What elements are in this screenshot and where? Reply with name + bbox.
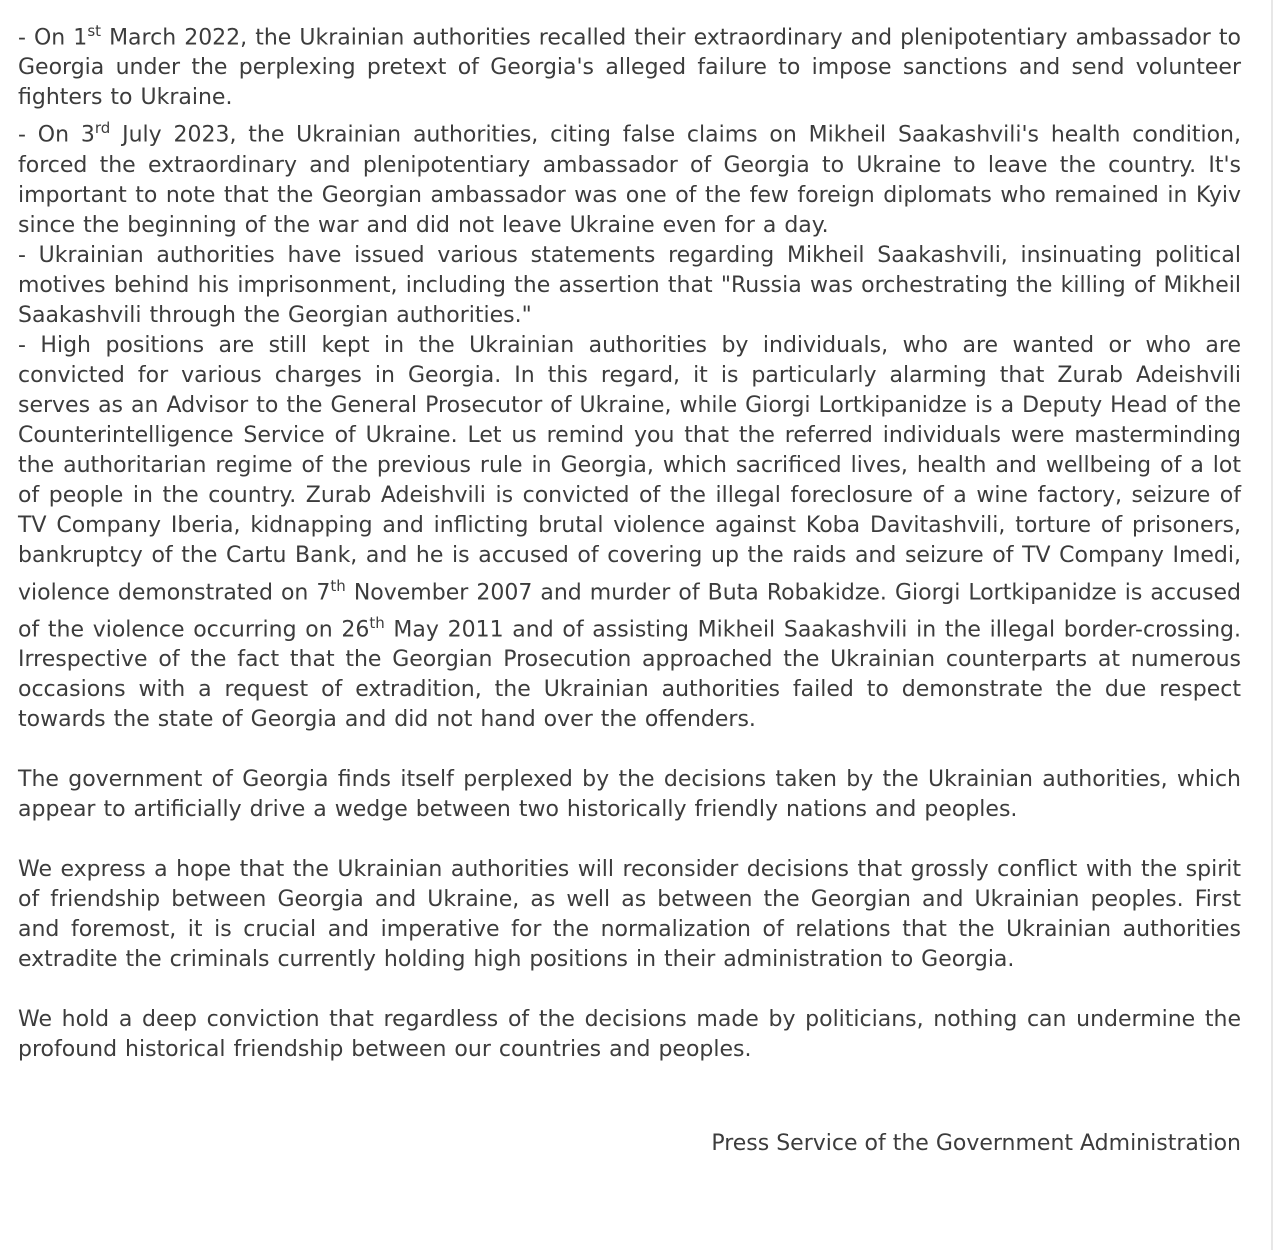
- paragraph: We express a hope that the Ukrainian authorities will reconsider decisions that grossly conflict with the spirit of friendship between Georgia and Ukraine, as well as between the Georgian and Ukrainian peoples. First and foremost, it is crucial and imperative for the normalization of relations that the Ukrainian authorities extradite the criminals currently holding high positions in their administration to Georgia.: [18, 857, 1241, 973]
- bullet-paragraph: - High positions are still kept in the Ukrainian authorities by individuals, who are wanted or who are convicted for various charges in Georgia. In this regard, it is particularly alarming that Zurab Adeishvili serves as an Advisor to the General Prosecutor of Ukraine, while Giorgi Lortkipanidze is a Deputy Head of the Counterintelligence Service of Ukraine. Let us remind you that the referred individuals were masterminding the authoritarian regime of the previous rule in Georgia, which sacrificed lives, health and wellbeing of a lot of people in the country. Zurab Adeishvili is convicted of the illegal foreclosure of a wine factory, seizure of TV Company Iberia, kidnapping and inflicting brutal violence against Koba Davitashvili, torture of prisoners, bankruptcy of the Cartu Bank, and he is accused of covering up the raids and seizure of TV Company Imedi, violence demonstrated on 7th November 2007 and murder of Buta Robakidze. Giorgi Lortkipanidze is accused of the violence occurring on 26th May 2011 and of assisting Mikheil Saakashvili in the illegal border-crossing. Irrespective of the fact that the Georgian Prosecution approached the Ukrainian counterparts at numerous occasions with a request of extradition, the Ukrainian authorities failed to demonstrate the due respect towards the state of Georgia and did not hand over the offenders.: [18, 332, 1241, 733]
- ordinal-superscript: th: [369, 613, 385, 632]
- paragraph: We hold a deep conviction that regardless of the decisions made by politicians, nothing can undermine the profound historical friendship between our countries and peoples.: [18, 1007, 1241, 1063]
- paragraph: The government of Georgia finds itself perplexed by the decisions taken by the Ukrainian authorities, which appear to artificially drive a wedge between two historically friendly nations and peoples.: [18, 767, 1241, 823]
- ordinal-superscript: st: [87, 22, 102, 40]
- bullet-paragraph: - On 1st March 2022, the Ukrainian authorities recalled their extraordinary and plenipotentiary ambassador to Georgia under the perplexing pretext of Georgia's alleged failure to impose sanctions and send volunteer fighters to Ukraine.: [18, 22, 1241, 111]
- ordinal-superscript: th: [330, 576, 346, 595]
- signature: Press Service of the Government Administration: [711, 1131, 1241, 1157]
- document-body: [18, 16, 1241, 1065]
- bullet-paragraph: - On 3rd July 2023, the Ukrainian authorities, citing false claims on Mikheil Saakashvili's health condition, forced the extraordinary and plenipotentiary ambassador of Georgia to Ukraine to leave the country. It's important to note that the Georgian ambassador was one of the few foreign diplomats who remained in Kyiv since the beginning of the war and did not leave Ukraine even for a day.: [18, 119, 1241, 238]
- bullet-paragraph: - Ukrainian authorities have issued various statements regarding Mikheil Saakashvili, insinuating political motives behind his imprisonment, including the assertion that "Russia was orchestrating the killing of Mikheil Saakashvili through the Georgian authorities.": [18, 242, 1241, 328]
- ordinal-superscript: rd: [94, 119, 111, 138]
- right-edge-divider: [1271, 0, 1273, 1250]
